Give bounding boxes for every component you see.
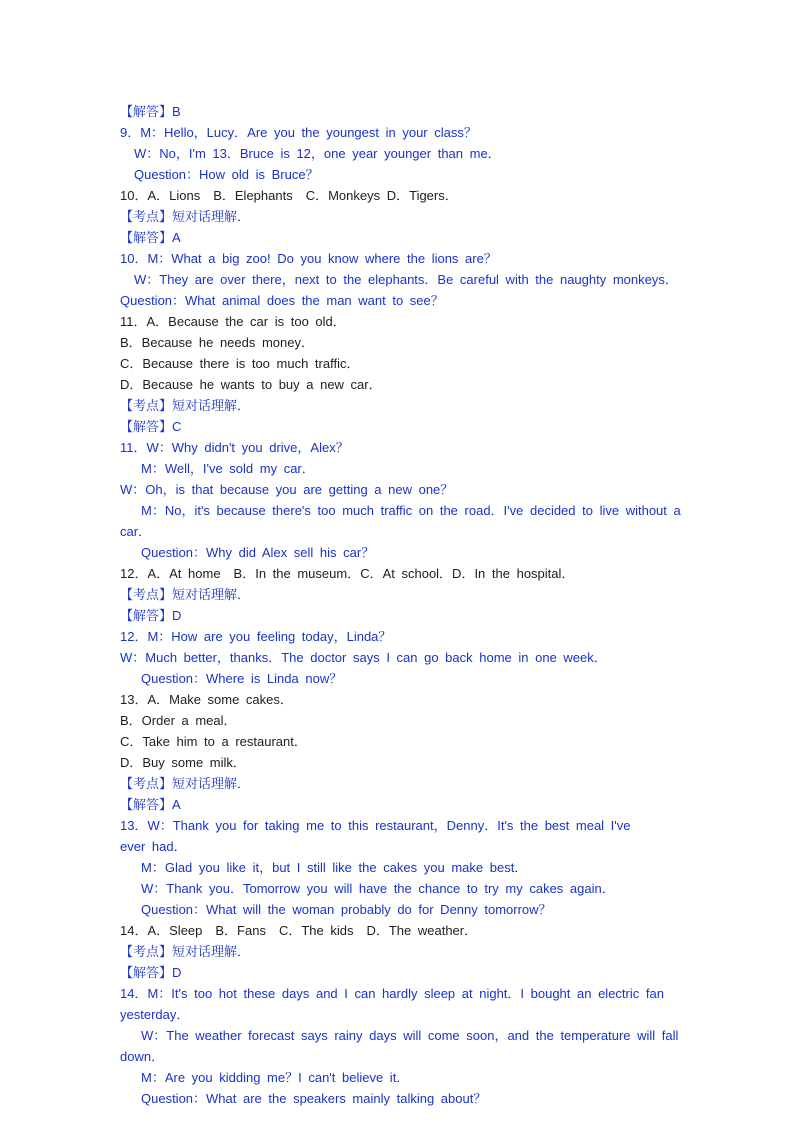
dialogue-line: M：Are you kidding me？I can't believe it． [141, 1070, 410, 1085]
question-line: Question：Where is Linda now？ [141, 671, 343, 686]
options-line: 12．A．At home B．In the museum．C．At school．D．In the hospital． [120, 566, 575, 581]
dialogue-line: M：Glad you like it，but I still like the cakes you make best． [141, 860, 528, 875]
dialogue-line: car． [120, 524, 152, 539]
answer-label: 【解答】D [120, 965, 182, 980]
question-line: Question：What are the speakers mainly talking about？ [141, 1091, 487, 1106]
answer-label: 【解答】B [120, 104, 181, 119]
dialogue-line: 10．M：What a big zoo! Do you know where the lions are？ [120, 251, 497, 266]
answer-label: 【解答】C [120, 419, 182, 434]
dialogue-line: W：The weather forecast says rainy days will come soon，and the temperature will fall [141, 1028, 679, 1043]
question-line: Question：How old is Bruce？ [134, 167, 319, 182]
option-line: B．Order a meal． [120, 713, 237, 728]
dialogue-line: W：Thank you．Tomorrow you will have the chance to try my cakes again． [141, 881, 615, 896]
dialogue-line: ever had． [120, 839, 187, 854]
dialogue-line: 11．W：Why didn't you drive，Alex？ [120, 440, 349, 455]
key-point-label: 【考点】短对话理解． [120, 209, 251, 224]
option-line: 11．A．Because the car is too old． [120, 314, 346, 329]
key-point-label: 【考点】短对话理解． [120, 776, 251, 791]
dialogue-line: M：Well，I've sold my car． [141, 461, 315, 476]
key-point-label: 【考点】短对话理解． [120, 398, 251, 413]
dialogue-line: down． [120, 1049, 165, 1064]
dialogue-line: 9．M：Hello，Lucy．Are you the youngest in your class？ [120, 125, 477, 140]
answer-label: 【解答】A [120, 797, 181, 812]
key-point-label: 【考点】短对话理解． [120, 587, 251, 602]
dialogue-line: 14．M：It's too hot these days and I can hardly sleep at night．I bought an electric fan [120, 986, 664, 1001]
dialogue-line: 13．W：Thank you for taking me to this restaurant，Denny．It's the best meal I've [120, 818, 631, 833]
dialogue-line: W：Much better，thanks．The doctor says I can go back home in one week． [120, 650, 607, 665]
key-point-label: 【考点】短对话理解． [120, 944, 251, 959]
question-line: Question：What animal does the man want to see？ [120, 293, 444, 308]
option-line: B．Because he needs money． [120, 335, 314, 350]
dialogue-line: yesterday． [120, 1007, 190, 1022]
option-line: D．Buy some milk． [120, 755, 246, 770]
dialogue-line: M：No，it's because there's too much traffic on the road．I've decided to live without a [141, 503, 681, 518]
options-line: 10．A．Lions B．Elephants C．Monkeys D．Tigers． [120, 188, 458, 203]
question-line: Question：Why did Alex sell his car？ [141, 545, 375, 560]
options-line: 14．A．Sleep B．Fans C．The kids D．The weather． [120, 923, 478, 938]
answer-label: 【解答】A [120, 230, 181, 245]
question-line: Question：What will the woman probably do for Denny tomorrow？ [141, 902, 552, 917]
dialogue-line: W：They are over there，next to the elephants．Be careful with the naughty monkeys． [134, 272, 678, 287]
option-line: C．Take him to a restaurant． [120, 734, 307, 749]
dialogue-line: W：No，I'm 13．Bruce is 12，one year younger than me． [134, 146, 501, 161]
dialogue-line: W：Oh，is that because you are getting a new one？ [120, 482, 454, 497]
option-line: D．Because he wants to buy a new car． [120, 377, 382, 392]
answer-label: 【解答】D [120, 608, 182, 623]
option-line: 13．A．Make some cakes． [120, 692, 293, 707]
dialogue-line: 12．M：How are you feeling today，Linda？ [120, 629, 392, 644]
option-line: C．Because there is too much traffic． [120, 356, 360, 371]
